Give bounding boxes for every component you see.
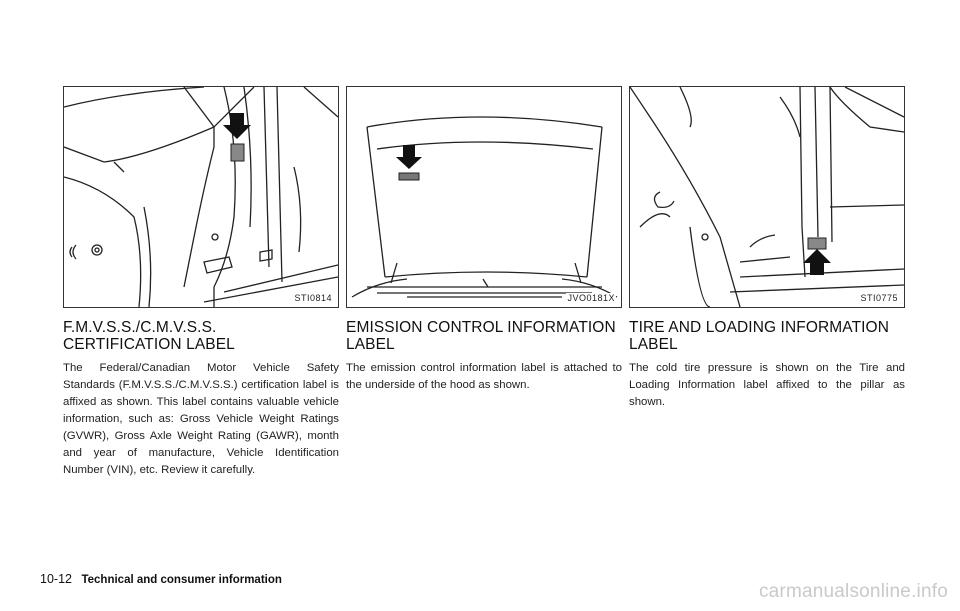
- open-hood-illustration: [347, 87, 621, 307]
- figure-tire-loading-label: [629, 86, 905, 308]
- footer-section-title: Technical and consumer information: [81, 574, 282, 586]
- section-heading: EMISSION CONTROL INFORMATION LABEL: [346, 319, 616, 353]
- section-heading: TIRE AND LOADING INFORMATION LABEL: [629, 319, 890, 353]
- page-footer: [40, 572, 282, 586]
- figure-code: STI0775: [860, 293, 898, 303]
- b-pillar-illustration: [630, 87, 904, 307]
- section-body: The cold tire pressure is shown on the Tire and Loading Information label affixed to the pillar as shown.: [629, 362, 905, 408]
- section-heading: F.M.V.S.S./C.M.V.S.S. CERTIFICATION LABEL: [63, 319, 235, 353]
- section-certification-label: [63, 86, 339, 479]
- section-emission-label: [346, 86, 622, 394]
- watermark: carmanualsonline.info: [758, 581, 948, 602]
- section-body: The emission control information label is attached to the underside of the hood as shown.: [346, 362, 622, 391]
- section-tire-loading-label: [629, 86, 905, 411]
- section-body: The Federal/Canadian Motor Vehicle Safety Standards (F.M.V.S.S./C.M.V.S.S.) certification label is affixed as shown. This label contains valuable vehicle information, such as: Gross Vehicle Weight Ratings (GVWR), Gross Axle Weight Rating (GAWR), month and year of manufacture, Vehicle Identification Number (VIN), etc. Review it carefully.: [63, 362, 339, 476]
- figure-emission-label: [346, 86, 622, 308]
- figure-certification-label: [63, 86, 339, 308]
- figure-code: STI0814: [294, 293, 332, 303]
- page-number: 10-12: [40, 572, 72, 586]
- figure-code: JVO0181X: [567, 293, 615, 303]
- door-pillar-illustration: [64, 87, 338, 307]
